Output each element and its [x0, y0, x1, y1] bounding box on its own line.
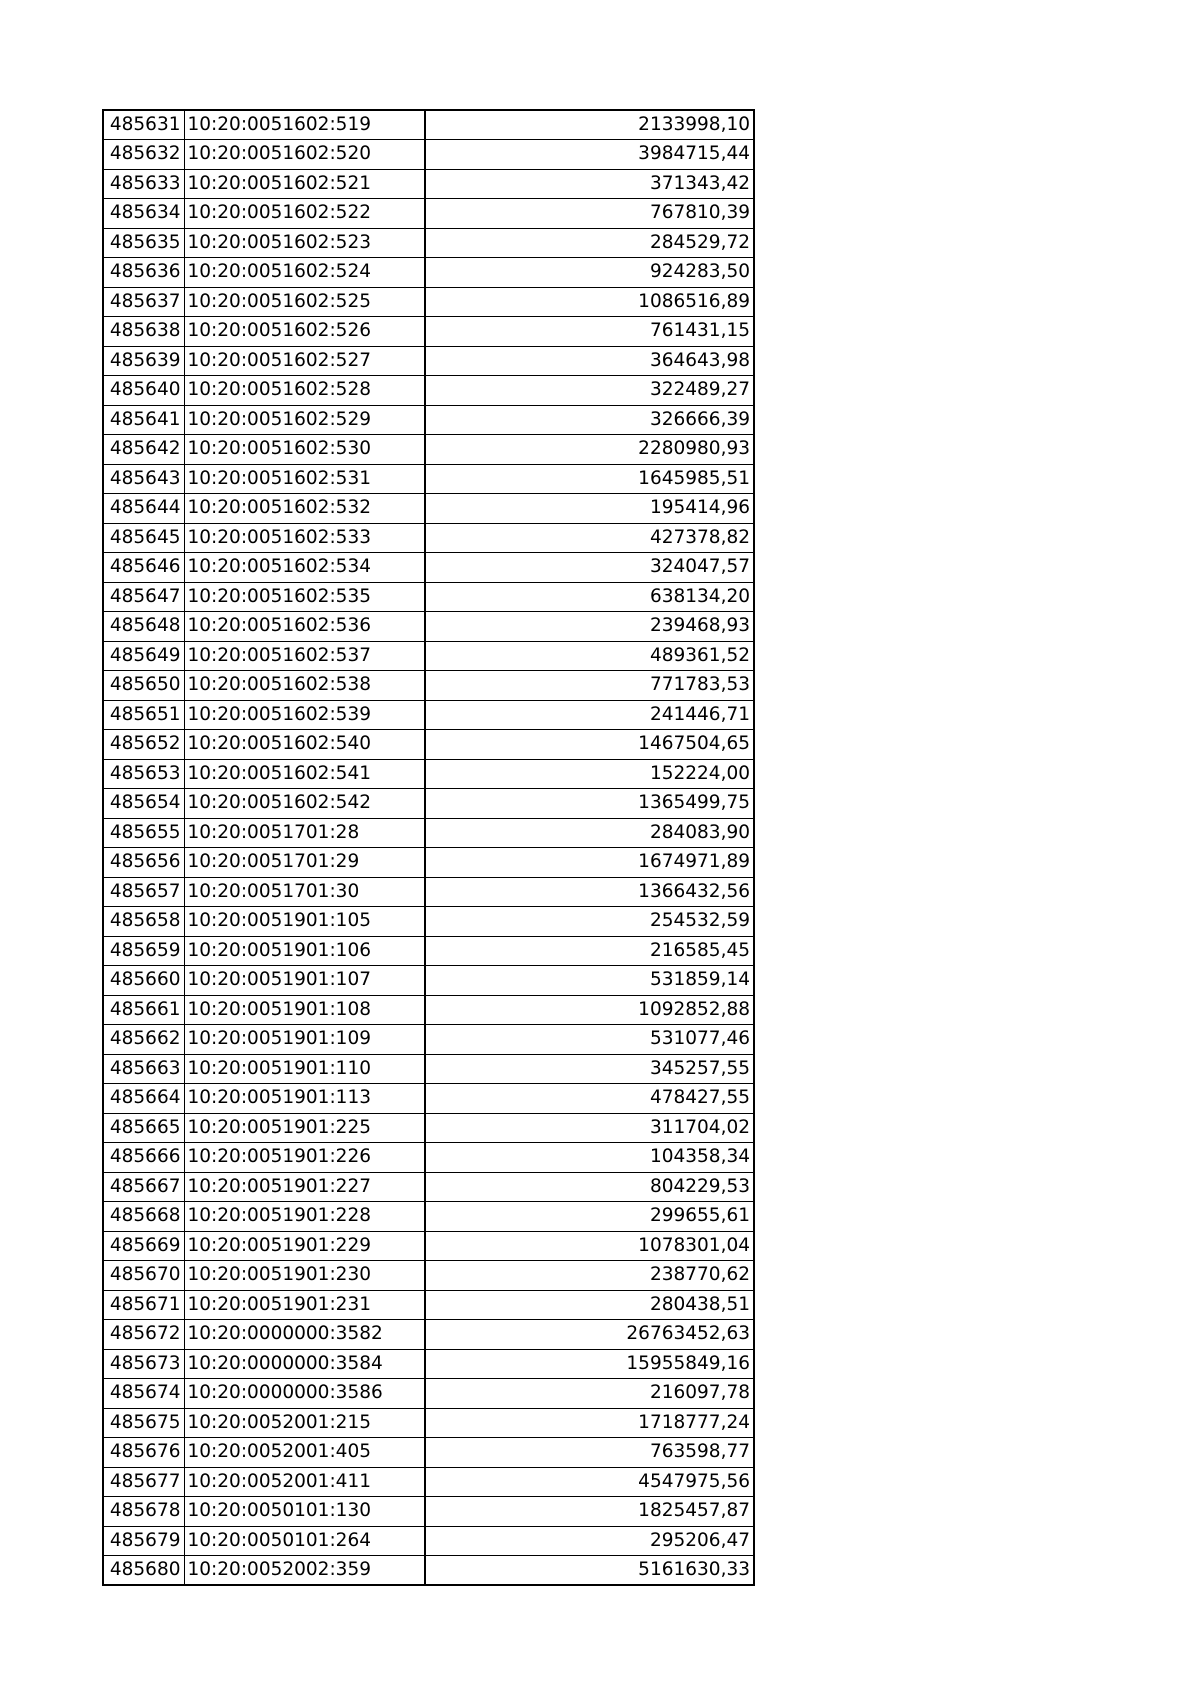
row-number-cell: 485671 — [103, 1290, 184, 1320]
cadastral-number-cell: 10:20:0051701:28 — [184, 818, 425, 848]
row-number-cell: 485676 — [103, 1438, 184, 1468]
cadastral-number-cell: 10:20:0051602:532 — [184, 494, 425, 524]
cadastral-number-cell: 10:20:0051901:105 — [184, 907, 425, 937]
cadastral-value-cell: 152224,00 — [425, 759, 754, 789]
table-row — [103, 582, 754, 612]
cadastral-value-cell: 241446,71 — [425, 700, 754, 730]
cadastral-number-cell: 10:20:0051602:528 — [184, 376, 425, 406]
table-row — [103, 1290, 754, 1320]
cadastral-number-cell: 10:20:0051901:109 — [184, 1025, 425, 1055]
row-number-cell: 485659 — [103, 936, 184, 966]
row-number-cell: 485660 — [103, 966, 184, 996]
cadastral-value-cell: 1825457,87 — [425, 1497, 754, 1527]
table-row — [103, 169, 754, 199]
cadastral-value-cell: 3984715,44 — [425, 140, 754, 170]
table-row — [103, 1320, 754, 1350]
cadastral-value-cell: 2133998,10 — [425, 110, 754, 140]
cadastral-number-cell: 10:20:0051901:113 — [184, 1084, 425, 1114]
row-number-cell: 485665 — [103, 1113, 184, 1143]
cadastral-value-cell: 804229,53 — [425, 1172, 754, 1202]
cadastral-value-cell: 771783,53 — [425, 671, 754, 701]
table-row — [103, 789, 754, 819]
cadastral-value-table — [102, 109, 755, 1586]
row-number-cell: 485636 — [103, 258, 184, 288]
cadastral-value-cell: 345257,55 — [425, 1054, 754, 1084]
cadastral-value-cell: 326666,39 — [425, 405, 754, 435]
row-number-cell: 485642 — [103, 435, 184, 465]
cadastral-value-cell: 371343,42 — [425, 169, 754, 199]
cadastral-value-cell: 195414,96 — [425, 494, 754, 524]
row-number-cell: 485643 — [103, 464, 184, 494]
row-number-cell: 485654 — [103, 789, 184, 819]
table-row — [103, 1556, 754, 1586]
cadastral-number-cell: 10:20:0052002:359 — [184, 1556, 425, 1586]
cadastral-value-cell: 1645985,51 — [425, 464, 754, 494]
table-row — [103, 1025, 754, 1055]
cadastral-number-cell: 10:20:0051602:537 — [184, 641, 425, 671]
row-number-cell: 485658 — [103, 907, 184, 937]
table-row — [103, 346, 754, 376]
table-row — [103, 936, 754, 966]
row-number-cell: 485644 — [103, 494, 184, 524]
table-row — [103, 1231, 754, 1261]
row-number-cell: 485672 — [103, 1320, 184, 1350]
table-row — [103, 199, 754, 229]
cadastral-number-cell: 10:20:0051701:29 — [184, 848, 425, 878]
cadastral-number-cell: 10:20:0050101:264 — [184, 1526, 425, 1556]
cadastral-value-cell: 1366432,56 — [425, 877, 754, 907]
row-number-cell: 485678 — [103, 1497, 184, 1527]
row-number-cell: 485634 — [103, 199, 184, 229]
cadastral-value-cell: 216585,45 — [425, 936, 754, 966]
cadastral-value-cell: 638134,20 — [425, 582, 754, 612]
cadastral-number-cell: 10:20:0000000:3584 — [184, 1349, 425, 1379]
row-number-cell: 485635 — [103, 228, 184, 258]
table-row — [103, 258, 754, 288]
cadastral-number-cell: 10:20:0051901:106 — [184, 936, 425, 966]
table-row — [103, 376, 754, 406]
row-number-cell: 485669 — [103, 1231, 184, 1261]
row-number-cell: 485675 — [103, 1408, 184, 1438]
cadastral-number-cell: 10:20:0051602:521 — [184, 169, 425, 199]
cadastral-value-cell: 322489,27 — [425, 376, 754, 406]
cadastral-value-cell: 254532,59 — [425, 907, 754, 937]
row-number-cell: 485679 — [103, 1526, 184, 1556]
table-row — [103, 995, 754, 1025]
cadastral-number-cell: 10:20:0051901:231 — [184, 1290, 425, 1320]
cadastral-value-cell: 311704,02 — [425, 1113, 754, 1143]
cadastral-value-cell: 280438,51 — [425, 1290, 754, 1320]
row-number-cell: 485631 — [103, 110, 184, 140]
cadastral-value-cell: 1467504,65 — [425, 730, 754, 760]
cadastral-number-cell: 10:20:0051901:229 — [184, 1231, 425, 1261]
table-row — [103, 671, 754, 701]
table-row — [103, 140, 754, 170]
row-number-cell: 485656 — [103, 848, 184, 878]
cadastral-value-cell: 1078301,04 — [425, 1231, 754, 1261]
cadastral-value-cell: 295206,47 — [425, 1526, 754, 1556]
table-body — [103, 110, 754, 1585]
row-number-cell: 485657 — [103, 877, 184, 907]
table-row — [103, 848, 754, 878]
row-number-cell: 485638 — [103, 317, 184, 347]
cadastral-value-cell: 761431,15 — [425, 317, 754, 347]
table-row — [103, 1467, 754, 1497]
row-number-cell: 485677 — [103, 1467, 184, 1497]
row-number-cell: 485652 — [103, 730, 184, 760]
row-number-cell: 485646 — [103, 553, 184, 583]
table-row — [103, 523, 754, 553]
row-number-cell: 485670 — [103, 1261, 184, 1291]
cadastral-number-cell: 10:20:0051602:541 — [184, 759, 425, 789]
cadastral-value-cell: 924283,50 — [425, 258, 754, 288]
cadastral-number-cell: 10:20:0051901:108 — [184, 995, 425, 1025]
table-row — [103, 1172, 754, 1202]
table-row — [103, 730, 754, 760]
cadastral-value-cell: 4547975,56 — [425, 1467, 754, 1497]
table-row — [103, 641, 754, 671]
table-row — [103, 435, 754, 465]
cadastral-number-cell: 10:20:0051901:110 — [184, 1054, 425, 1084]
cadastral-value-cell: 239468,93 — [425, 612, 754, 642]
table-row — [103, 1113, 754, 1143]
row-number-cell: 485637 — [103, 287, 184, 317]
cadastral-number-cell: 10:20:0051901:230 — [184, 1261, 425, 1291]
row-number-cell: 485639 — [103, 346, 184, 376]
row-number-cell: 485650 — [103, 671, 184, 701]
cadastral-number-cell: 10:20:0051602:539 — [184, 700, 425, 730]
cadastral-number-cell: 10:20:0051901:228 — [184, 1202, 425, 1232]
row-number-cell: 485649 — [103, 641, 184, 671]
cadastral-value-cell: 1092852,88 — [425, 995, 754, 1025]
cadastral-number-cell: 10:20:0051602:524 — [184, 258, 425, 288]
table-row — [103, 464, 754, 494]
table-row — [103, 700, 754, 730]
table-row — [103, 110, 754, 140]
cadastral-value-cell: 489361,52 — [425, 641, 754, 671]
cadastral-value-cell: 2280980,93 — [425, 435, 754, 465]
cadastral-number-cell: 10:20:0051602:519 — [184, 110, 425, 140]
cadastral-number-cell: 10:20:0051602:542 — [184, 789, 425, 819]
cadastral-value-cell: 216097,78 — [425, 1379, 754, 1409]
table-row — [103, 228, 754, 258]
cadastral-number-cell: 10:20:0051901:225 — [184, 1113, 425, 1143]
cadastral-value-cell: 324047,57 — [425, 553, 754, 583]
table-row — [103, 1261, 754, 1291]
cadastral-value-cell: 284083,90 — [425, 818, 754, 848]
row-number-cell: 485674 — [103, 1379, 184, 1409]
cadastral-number-cell: 10:20:0051602:522 — [184, 199, 425, 229]
row-number-cell: 485662 — [103, 1025, 184, 1055]
row-number-cell: 485640 — [103, 376, 184, 406]
cadastral-number-cell: 10:20:0051602:523 — [184, 228, 425, 258]
cadastral-number-cell: 10:20:0051602:535 — [184, 582, 425, 612]
cadastral-number-cell: 10:20:0051602:527 — [184, 346, 425, 376]
row-number-cell: 485663 — [103, 1054, 184, 1084]
row-number-cell: 485641 — [103, 405, 184, 435]
cadastral-number-cell: 10:20:0052001:215 — [184, 1408, 425, 1438]
row-number-cell: 485648 — [103, 612, 184, 642]
table-row — [103, 1054, 754, 1084]
cadastral-number-cell: 10:20:0051602:520 — [184, 140, 425, 170]
row-number-cell: 485664 — [103, 1084, 184, 1114]
cadastral-number-cell: 10:20:0051602:531 — [184, 464, 425, 494]
row-number-cell: 485673 — [103, 1349, 184, 1379]
cadastral-number-cell: 10:20:0051602:538 — [184, 671, 425, 701]
cadastral-value-cell: 1674971,89 — [425, 848, 754, 878]
table-row — [103, 553, 754, 583]
table-row — [103, 317, 754, 347]
row-number-cell: 485668 — [103, 1202, 184, 1232]
table-row — [103, 966, 754, 996]
table-row — [103, 1202, 754, 1232]
table-row — [103, 494, 754, 524]
row-number-cell: 485632 — [103, 140, 184, 170]
cadastral-number-cell: 10:20:0051701:30 — [184, 877, 425, 907]
cadastral-number-cell: 10:20:0000000:3586 — [184, 1379, 425, 1409]
table-row — [103, 759, 754, 789]
row-number-cell: 485645 — [103, 523, 184, 553]
table-row — [103, 907, 754, 937]
table-row — [103, 877, 754, 907]
table-row — [103, 1408, 754, 1438]
row-number-cell: 485666 — [103, 1143, 184, 1173]
table-row — [103, 1084, 754, 1114]
row-number-cell: 485655 — [103, 818, 184, 848]
cadastral-value-cell: 1365499,75 — [425, 789, 754, 819]
cadastral-number-cell: 10:20:0000000:3582 — [184, 1320, 425, 1350]
table-row — [103, 818, 754, 848]
cadastral-number-cell: 10:20:0051602:536 — [184, 612, 425, 642]
cadastral-value-cell: 104358,34 — [425, 1143, 754, 1173]
table-row — [103, 1379, 754, 1409]
cadastral-value-cell: 767810,39 — [425, 199, 754, 229]
cadastral-value-cell: 427378,82 — [425, 523, 754, 553]
cadastral-number-cell: 10:20:0051602:530 — [184, 435, 425, 465]
row-number-cell: 485667 — [103, 1172, 184, 1202]
cadastral-number-cell: 10:20:0051602:540 — [184, 730, 425, 760]
cadastral-number-cell: 10:20:0051602:525 — [184, 287, 425, 317]
cadastral-value-cell: 15955849,16 — [425, 1349, 754, 1379]
cadastral-value-cell: 5161630,33 — [425, 1556, 754, 1586]
row-number-cell: 485651 — [103, 700, 184, 730]
cadastral-number-cell: 10:20:0051901:226 — [184, 1143, 425, 1173]
cadastral-number-cell: 10:20:0052001:411 — [184, 1467, 425, 1497]
table-row — [103, 287, 754, 317]
row-number-cell: 485680 — [103, 1556, 184, 1586]
table-row — [103, 405, 754, 435]
cadastral-value-cell: 238770,62 — [425, 1261, 754, 1291]
table-row — [103, 612, 754, 642]
cadastral-value-cell: 1086516,89 — [425, 287, 754, 317]
cadastral-value-cell: 299655,61 — [425, 1202, 754, 1232]
row-number-cell: 485647 — [103, 582, 184, 612]
cadastral-number-cell: 10:20:0051602:534 — [184, 553, 425, 583]
cadastral-number-cell: 10:20:0052001:405 — [184, 1438, 425, 1468]
cadastral-value-cell: 1718777,24 — [425, 1408, 754, 1438]
row-number-cell: 485653 — [103, 759, 184, 789]
row-number-cell: 485633 — [103, 169, 184, 199]
cadastral-value-cell: 26763452,63 — [425, 1320, 754, 1350]
cadastral-value-cell: 284529,72 — [425, 228, 754, 258]
table-row — [103, 1526, 754, 1556]
table-row — [103, 1497, 754, 1527]
cadastral-number-cell: 10:20:0051602:526 — [184, 317, 425, 347]
cadastral-number-cell: 10:20:0051901:227 — [184, 1172, 425, 1202]
table-row — [103, 1349, 754, 1379]
cadastral-value-cell: 531077,46 — [425, 1025, 754, 1055]
cadastral-number-cell: 10:20:0050101:130 — [184, 1497, 425, 1527]
cadastral-number-cell: 10:20:0051602:529 — [184, 405, 425, 435]
table-row — [103, 1438, 754, 1468]
cadastral-number-cell: 10:20:0051602:533 — [184, 523, 425, 553]
cadastral-value-cell: 531859,14 — [425, 966, 754, 996]
table-row — [103, 1143, 754, 1173]
row-number-cell: 485661 — [103, 995, 184, 1025]
cadastral-value-cell: 364643,98 — [425, 346, 754, 376]
cadastral-number-cell: 10:20:0051901:107 — [184, 966, 425, 996]
cadastral-value-cell: 478427,55 — [425, 1084, 754, 1114]
cadastral-value-cell: 763598,77 — [425, 1438, 754, 1468]
